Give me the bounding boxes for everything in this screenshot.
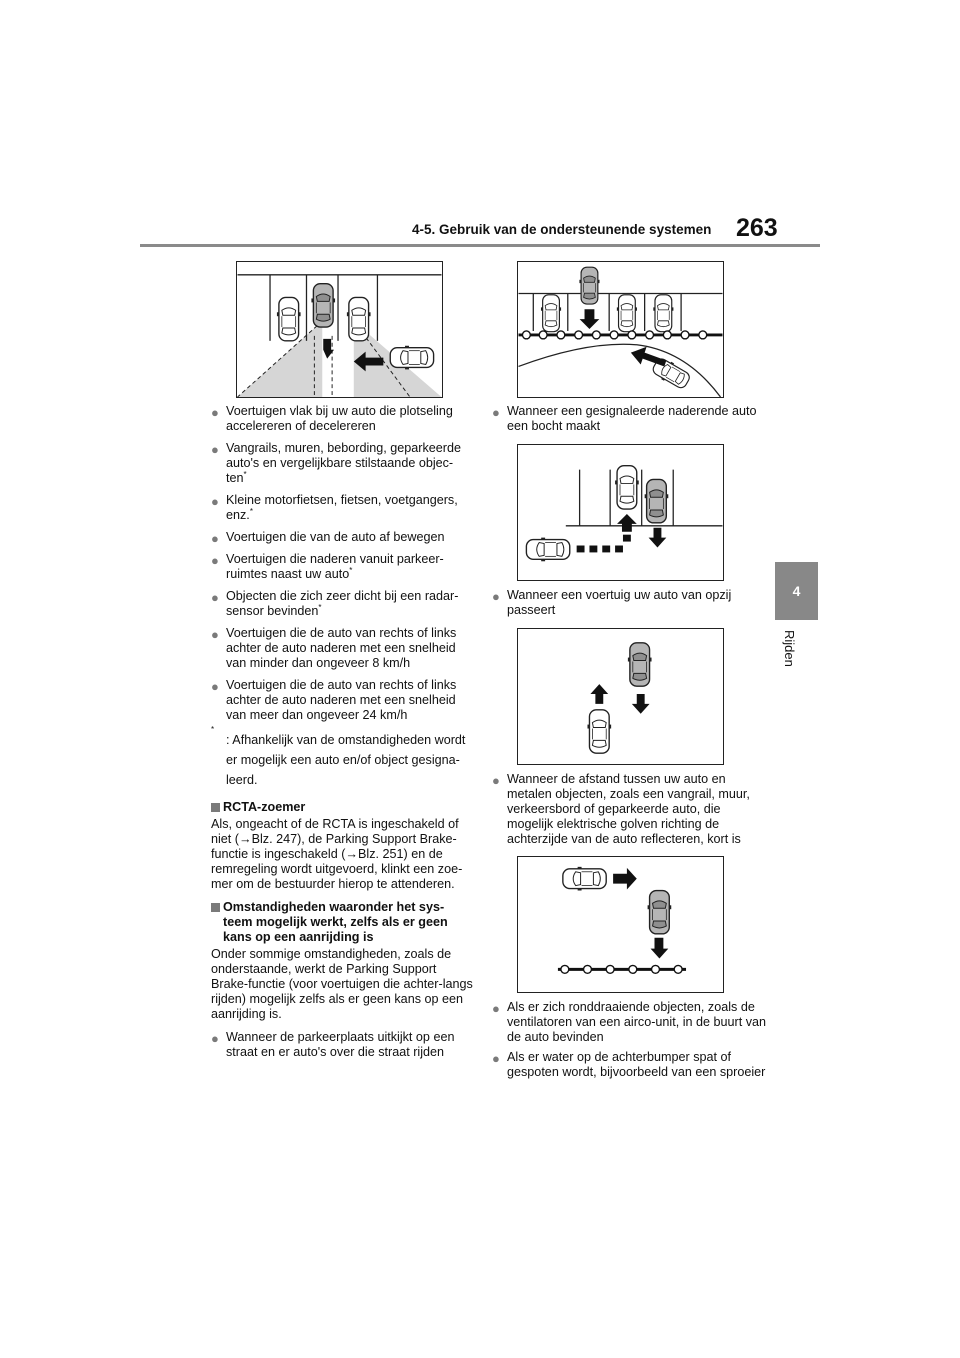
list-item: ● Als er water op de achterbumper spat of gespoten wordt, bijvoorbeeld van een sproeier xyxy=(492,1050,766,1079)
header-divider xyxy=(140,244,820,247)
list-item: ● Kleine motorfietsen, fietsen, voetgangers, enz.* xyxy=(211,493,458,522)
bullet-icon: ● xyxy=(211,405,219,420)
section-title: 4-5. Gebruik van de ondersteunende systemen xyxy=(412,222,712,237)
rcta-paragraph: Als, ongeacht of de RCTA is ingeschakeld of niet (→Blz. 247), de Parking Support Brake-functie is ingeschakeld (→Blz. 251) en de remregeling wordt uitgevoerd, klinkt een zoe-mer om de bestuurder hierop te attenderen. xyxy=(211,817,463,891)
list-item: ● Wanneer de parkeerplaats uitkijkt op een straat en er auto's over die straat rijden xyxy=(211,1030,455,1059)
footnote-ref: * xyxy=(243,469,247,479)
passing-vehicle-illustration xyxy=(518,629,723,764)
bullet-icon: ● xyxy=(211,679,219,694)
figure-adjacent-space xyxy=(517,444,724,581)
list-item: ● Voertuigen die de auto van rechts of links achter de auto naderen met een snelheid van minder dan ongeveer 8 km/h xyxy=(211,626,457,670)
list-item: ● Wanneer een gesignaleerde naderende auto een bocht maakt xyxy=(492,404,757,433)
circumstances-paragraph: Onder sommige omstandigheden, zoals de onderstaande, werkt de Parking Support Brake-functie (voor voertuigen die achter-langs rijden) mogelijk zelfs als er geen kans op een aanrijding is. xyxy=(211,947,473,1021)
circumstances-heading: Omstandigheden waaronder het sys-teem mogelijk werkt, zelfs als er geen kans op een aanrijding is xyxy=(211,900,473,945)
list-item: ● Objecten die zich zeer dicht bij een radar-sensor bevinden* xyxy=(211,589,459,618)
section-square-icon xyxy=(211,903,220,912)
bullet-icon: ● xyxy=(211,442,219,457)
bullet-icon: ● xyxy=(492,589,500,604)
bullet-icon: ● xyxy=(211,590,219,605)
bullet-icon: ● xyxy=(492,405,500,420)
bullet-icon: ● xyxy=(492,1051,500,1066)
adjacent-space-illustration xyxy=(518,445,723,580)
figure-street-curve xyxy=(517,261,724,398)
footnote: * : Afhankelijk van de omstandigheden wordt er mogelijk een auto en/of object gesigna-leerd. xyxy=(211,725,466,787)
bullet-icon: ● xyxy=(211,1031,219,1046)
bullet-icon: ● xyxy=(211,494,219,509)
bullet-icon: ● xyxy=(211,531,219,546)
bullet-icon: ● xyxy=(492,773,500,788)
footnote-ref: * xyxy=(349,565,353,575)
list-item: ● Voertuigen die de auto van rechts of links achter de auto naderen met een snelheid van meer dan ongeveer 24 km/h xyxy=(211,678,457,722)
figure-detection-zones xyxy=(236,261,443,398)
list-item: ● Wanneer een voertuig uw auto van opzij passeert xyxy=(492,588,732,617)
section-square-icon xyxy=(211,803,220,812)
chapter-label: Rijden xyxy=(782,630,797,667)
rcta-heading: RCTA-zoemer xyxy=(211,800,473,815)
footnote-ref: * xyxy=(318,602,322,612)
list-item: ● Voertuigen vlak bij uw auto die plotseling accelereren of decelereren xyxy=(211,404,453,433)
list-item: ● Als er zich ronddraaiende objecten, zoals de ventilatoren van een airco-unit, in de buurt van de auto bevinden xyxy=(492,1000,767,1044)
footnote-ref: * xyxy=(249,506,253,516)
chapter-tab: 4 xyxy=(775,562,818,620)
list-item: ● Wanneer de afstand tussen uw auto en metalen objecten, zoals een vangrail, muur, verkeersbord of geparkeerde auto, die mogelijk elektrische golven richting de achterzijde van de auto reflecteren, kort is xyxy=(492,772,750,846)
bullet-icon: ● xyxy=(211,553,219,568)
detection-zones-illustration xyxy=(237,262,442,397)
list-item: ● Voertuigen die naderen vanuit parkeer-ruimtes naast uw auto* xyxy=(211,552,444,581)
list-item: ● Voertuigen die van de auto af bewegen xyxy=(211,530,445,546)
bullet-icon: ● xyxy=(492,1001,500,1016)
street-curve-illustration xyxy=(518,262,723,397)
list-item: ● Vangrails, muren, bebording, geparkeerde auto's en vergelijkbare stilstaande objec-ten* xyxy=(211,441,461,485)
figure-passing-vehicle xyxy=(517,628,724,765)
page-number: 263 xyxy=(736,214,778,242)
guardrail-illustration xyxy=(518,857,723,992)
left-column xyxy=(211,404,473,1067)
figure-guardrail xyxy=(517,856,724,993)
bullet-icon: ● xyxy=(211,627,219,642)
